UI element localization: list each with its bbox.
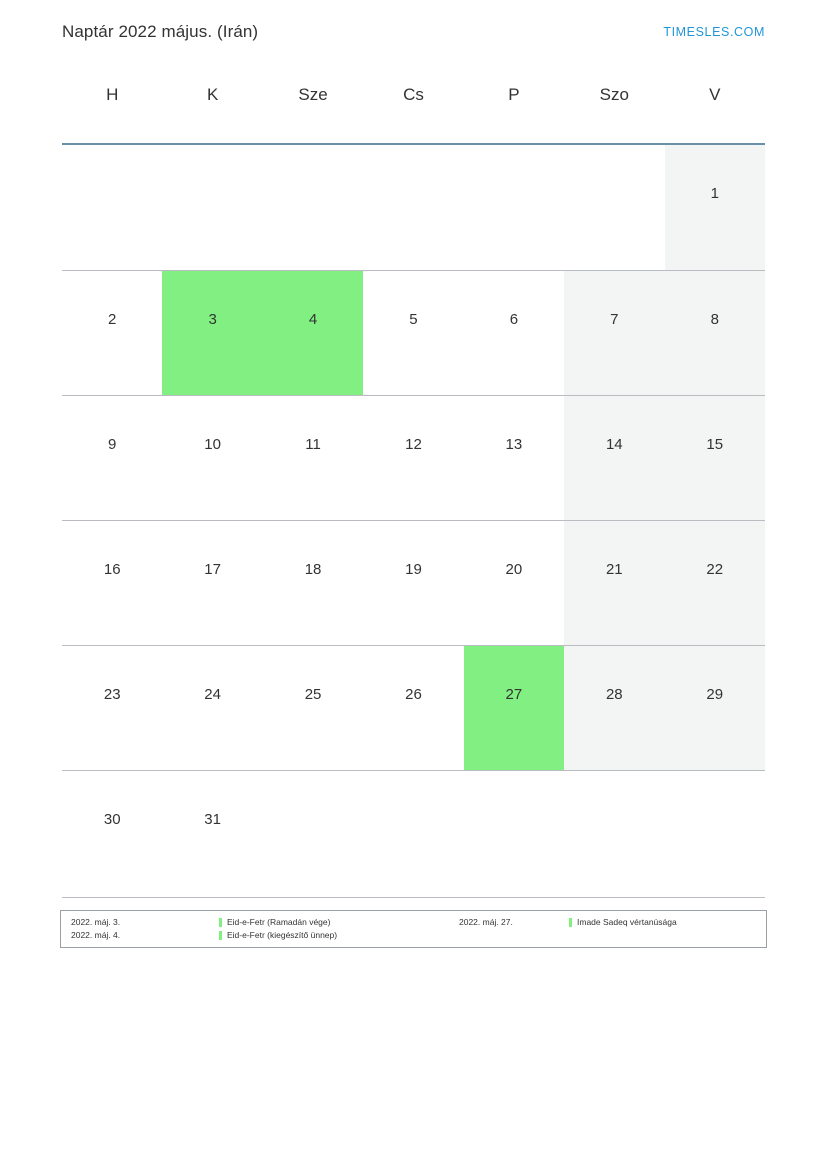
day-cell[interactable]: [665, 395, 765, 520]
day-cell[interactable]: [363, 270, 463, 395]
calendar-week-row: [62, 270, 765, 395]
day-cell[interactable]: [263, 520, 363, 645]
day-number: 13: [505, 436, 523, 453]
weekday-sunday: V: [709, 85, 721, 104]
day-cell[interactable]: [62, 770, 162, 895]
day-number: 5: [409, 311, 418, 328]
day-number: 26: [405, 686, 422, 703]
day-number: 22: [706, 561, 724, 578]
day-number: 21: [605, 561, 623, 578]
day-number: 4: [308, 311, 318, 328]
legend-date: 2022. máj. 27.: [459, 917, 513, 927]
day-cell[interactable]: [363, 645, 463, 770]
day-cell[interactable]: [62, 270, 162, 395]
day-cell[interactable]: [564, 520, 664, 645]
day-cell[interactable]: [665, 645, 765, 770]
day-number: 18: [304, 561, 322, 578]
legend-dates-column-2: [459, 916, 569, 943]
legend-date: 2022. máj. 4.: [71, 930, 121, 940]
day-number: 19: [405, 561, 422, 578]
legend-names-column-1: [219, 916, 459, 943]
day-number: 6: [509, 311, 519, 328]
day-number: 31: [204, 811, 221, 828]
day-cell[interactable]: [464, 395, 564, 520]
calendar-week-row: [62, 770, 765, 895]
legend-entry: [219, 929, 459, 942]
day-number: 29: [706, 686, 724, 703]
day-cell[interactable]: [162, 520, 262, 645]
day-number: 9: [108, 436, 117, 453]
day-number: 23: [103, 686, 121, 703]
day-number: 17: [204, 561, 221, 578]
legend-names-column-2: [569, 916, 758, 943]
day-number: 1: [710, 185, 719, 202]
day-number: 10: [204, 436, 221, 453]
day-cell[interactable]: [62, 395, 162, 520]
legend-entry: [219, 916, 459, 929]
site-brand[interactable]: TIMESLES.COM: [663, 25, 765, 39]
day-cell: [363, 770, 463, 895]
legend-entry: [569, 916, 758, 929]
day-cell[interactable]: [62, 520, 162, 645]
calendar-week-row: [62, 395, 765, 520]
day-cell[interactable]: [464, 520, 564, 645]
calendar-week-row: [62, 145, 765, 270]
day-cell[interactable]: [665, 520, 765, 645]
day-cell: [464, 145, 564, 270]
legend-holiday-name: Eid-e-Fetr (kiegészítő ünnep): [227, 930, 338, 940]
legend-date: 2022. máj. 3.: [71, 917, 121, 927]
day-number: 8: [710, 311, 719, 328]
holiday-color-swatch-icon: [219, 918, 222, 927]
day-number: 11: [305, 436, 321, 453]
day-number: 28: [605, 686, 623, 703]
day-cell[interactable]: [263, 645, 363, 770]
day-cell: [62, 145, 162, 270]
holiday-legend: [60, 910, 767, 948]
calendar-week-row: [62, 645, 765, 770]
day-number: 14: [605, 436, 623, 453]
day-cell[interactable]: [464, 270, 564, 395]
day-number: 30: [103, 811, 121, 828]
day-number: 16: [103, 561, 121, 578]
day-cell: [464, 770, 564, 895]
day-cell-holiday[interactable]: [464, 645, 564, 770]
day-number: 15: [706, 436, 724, 453]
holiday-color-swatch-icon: [219, 931, 222, 940]
weekday-thursday: Cs: [403, 85, 424, 104]
weekday-wednesday: Sze: [298, 85, 328, 104]
day-cell: [363, 145, 463, 270]
day-number: 27: [505, 686, 523, 703]
day-cell: [564, 770, 664, 895]
day-cell[interactable]: [665, 145, 765, 270]
calendar-week-row: [62, 520, 765, 645]
day-cell[interactable]: [564, 270, 664, 395]
page-header: [62, 18, 765, 46]
day-number: 20: [505, 561, 523, 578]
day-cell: [263, 770, 363, 895]
day-number: 2: [108, 311, 117, 328]
legend-holiday-name: Imade Sadeq vértanúsága: [577, 917, 677, 927]
day-cell[interactable]: [162, 645, 262, 770]
day-cell: [564, 145, 664, 270]
weekday-saturday: Szo: [599, 85, 629, 104]
day-number: 3: [208, 311, 217, 328]
day-number: 24: [204, 686, 221, 703]
day-cell: [665, 770, 765, 895]
weekday-friday: P: [508, 85, 520, 104]
day-cell[interactable]: [564, 645, 664, 770]
day-number: 12: [405, 436, 422, 453]
day-number: 7: [610, 311, 619, 328]
grid-bottom-divider: [62, 897, 765, 898]
page-title: Naptár 2022 május. (Irán): [62, 22, 259, 41]
day-cell[interactable]: [564, 395, 664, 520]
day-cell[interactable]: [62, 645, 162, 770]
day-cell[interactable]: [162, 770, 262, 895]
legend-dates-column-1: [71, 916, 219, 943]
calendar-grid: [62, 145, 765, 895]
day-cell[interactable]: [665, 270, 765, 395]
weekday-header-row: [62, 85, 765, 123]
day-cell: [162, 145, 262, 270]
legend-holiday-name: Eid-e-Fetr (Ramadán vége): [227, 917, 331, 927]
day-number: 25: [304, 686, 322, 703]
day-cell-holiday[interactable]: [162, 270, 262, 395]
day-cell[interactable]: [263, 395, 363, 520]
day-cell[interactable]: [162, 395, 262, 520]
weekday-tuesday: K: [206, 85, 219, 104]
day-cell[interactable]: [363, 520, 463, 645]
day-cell[interactable]: [363, 395, 463, 520]
day-cell: [263, 145, 363, 270]
weekday-monday: H: [106, 85, 119, 104]
holiday-color-swatch-icon: [569, 918, 572, 927]
day-cell-holiday[interactable]: [263, 270, 363, 395]
